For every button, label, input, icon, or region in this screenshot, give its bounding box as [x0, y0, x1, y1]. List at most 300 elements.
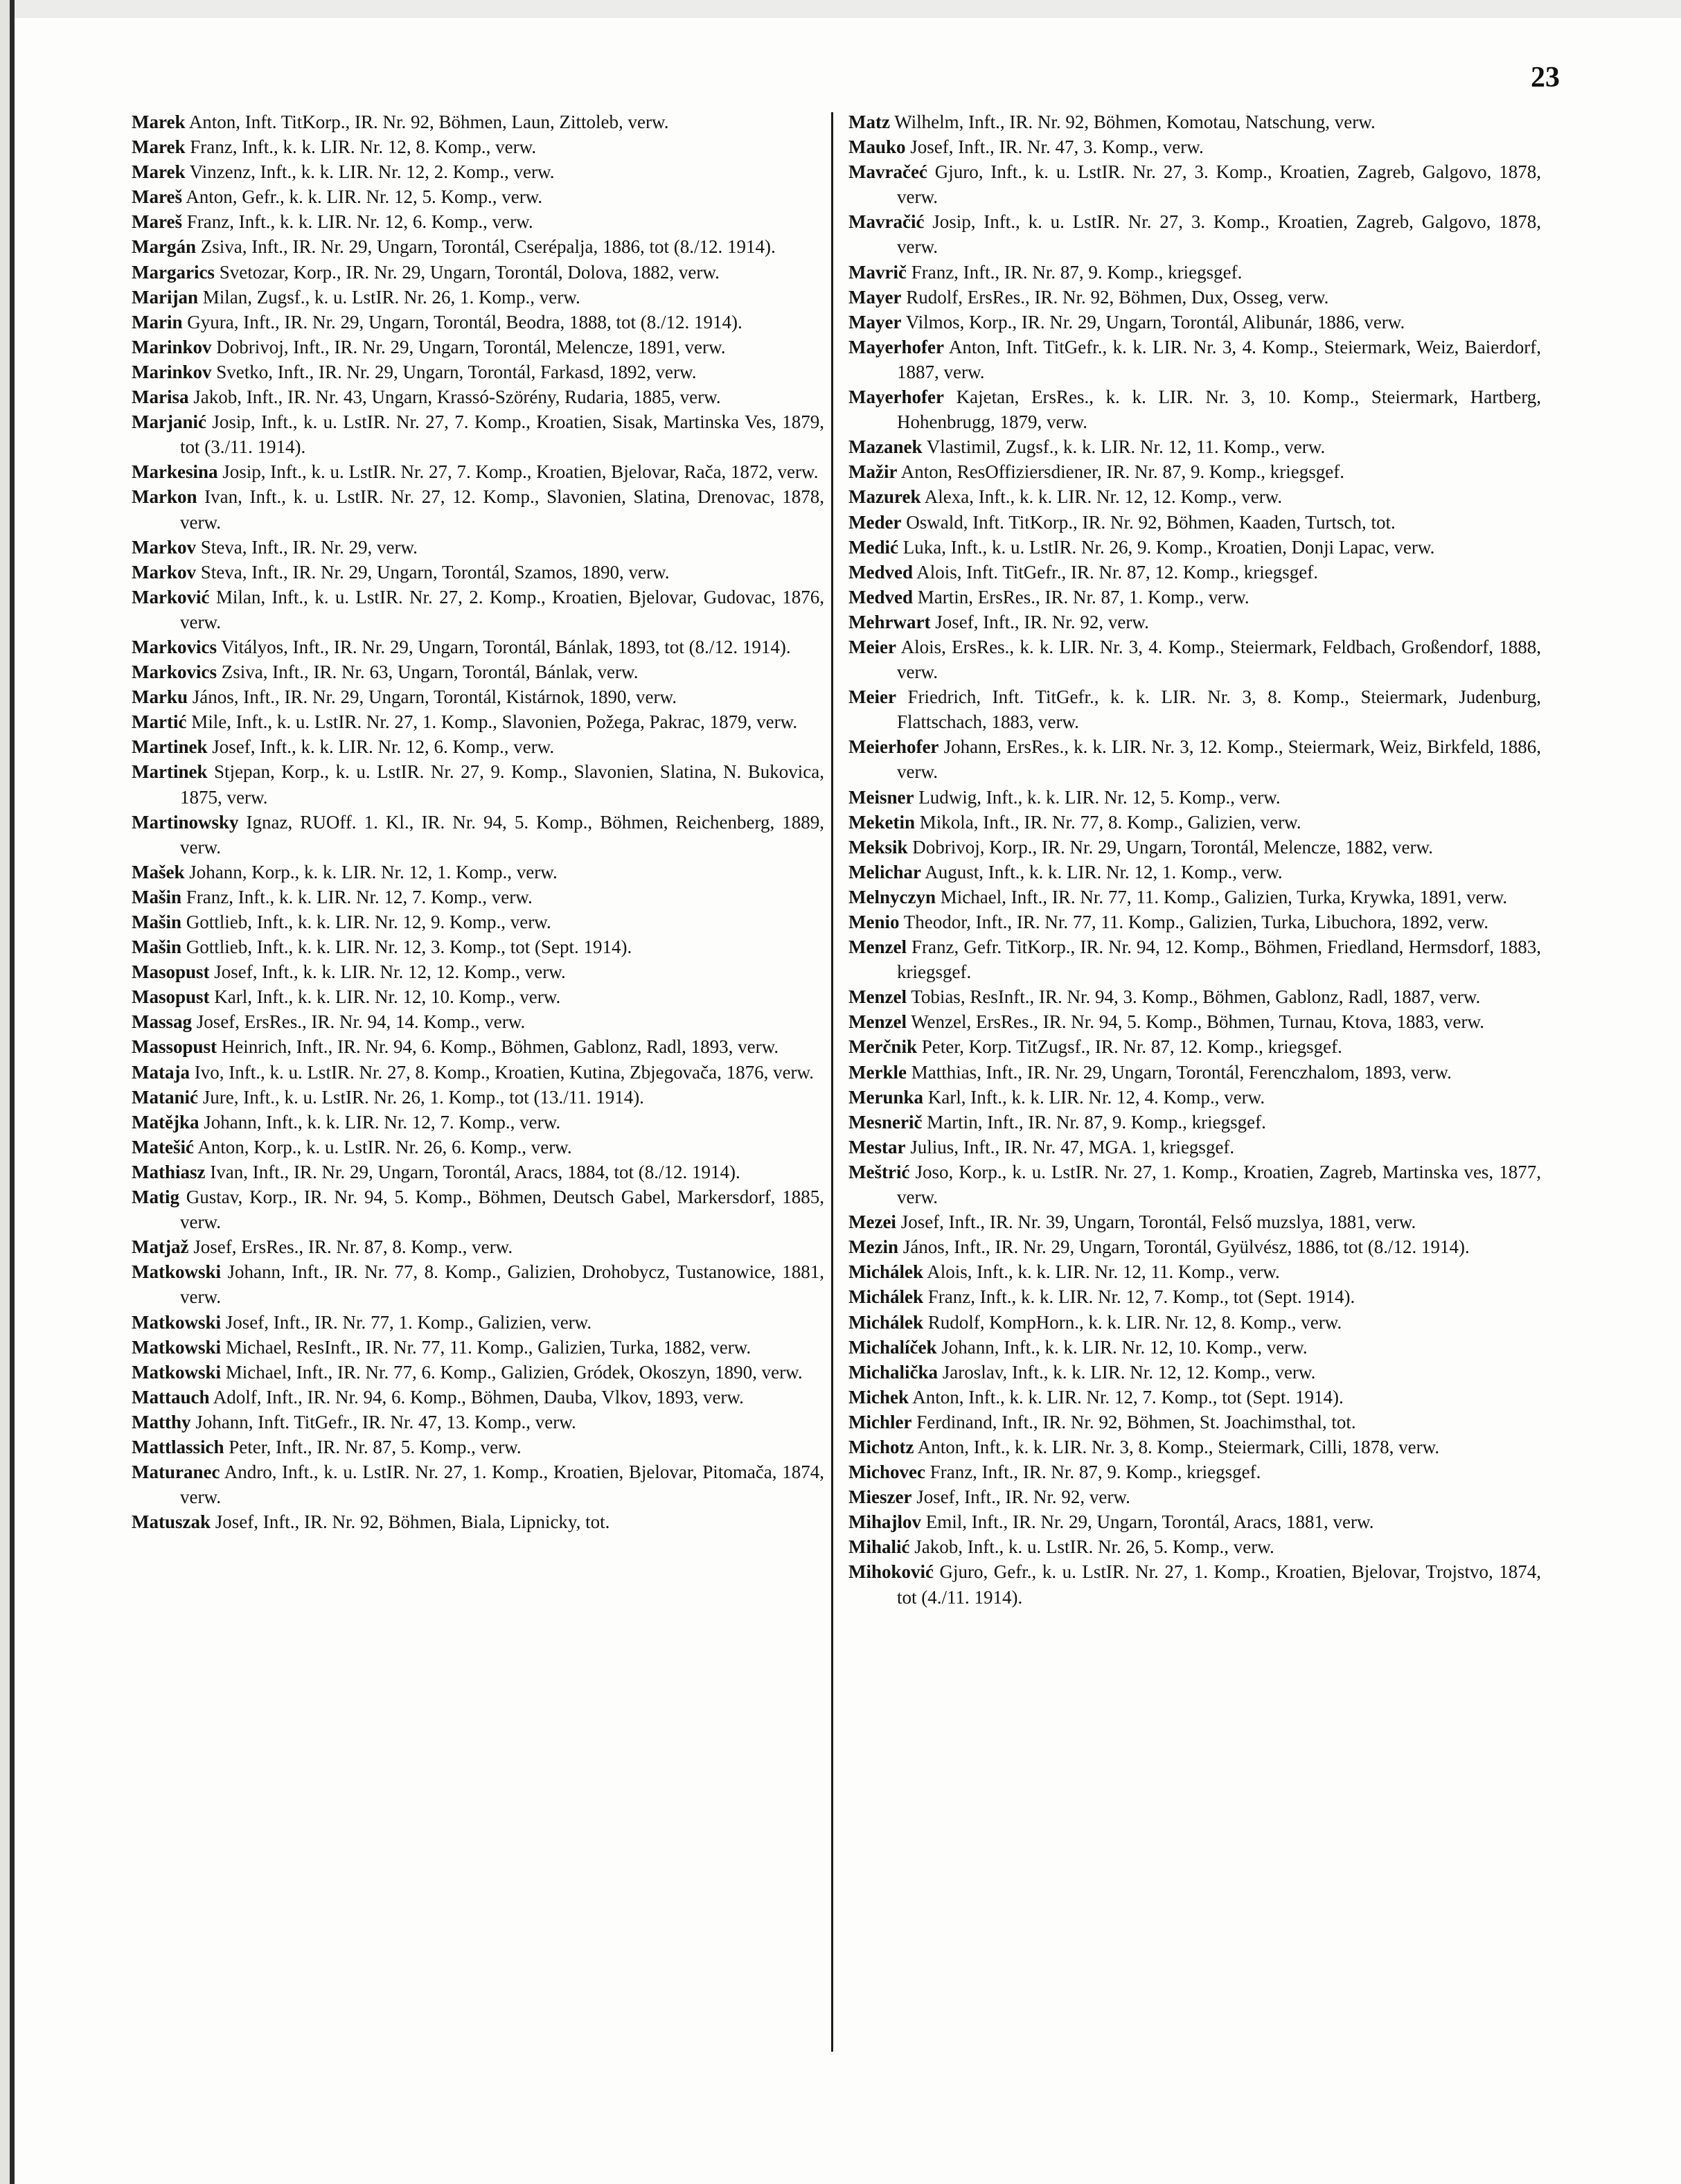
page-number: 23 — [1531, 62, 1560, 94]
entry-details: Anton, Inft. TitGefr., k. k. LIR. Nr. 3, 4. Komp., Steiermark, Weiz, Baierdorf, 1887, verw. — [897, 336, 1541, 382]
entry-surname: Mavrič — [848, 261, 907, 283]
entry-surname: Meštrić — [848, 1161, 910, 1182]
list-item — [132, 934, 824, 959]
entry-surname: Michler — [848, 1411, 912, 1432]
entry-details: Milan, Zugsf., k. u. LstIR. Nr. 26, 1. Komp., verw. — [197, 286, 580, 308]
entry-surname: Matějka — [132, 1111, 199, 1133]
entry-surname: Mažir — [848, 461, 898, 483]
entry-surname: Mehrwart — [848, 611, 931, 632]
list-item — [848, 1335, 1541, 1360]
list-item — [132, 759, 824, 809]
entry-surname: Masopust — [132, 986, 210, 1008]
entry-surname: Mazanek — [848, 436, 923, 458]
entry-details: Heinrich, Inft., IR. Nr. 94, 6. Komp., Böhmen, Gablonz, Radl, 1893, verw. — [217, 1036, 779, 1058]
entry-details: Michael, Inft., IR. Nr. 77, 6. Komp., Galizien, Gródek, Okoszyn, 1890, verw. — [221, 1361, 803, 1383]
list-item — [848, 1410, 1541, 1435]
entry-surname: Merunka — [848, 1086, 923, 1108]
entry-surname: Matkowski — [132, 1261, 222, 1283]
entry-surname: Menzel — [848, 936, 907, 958]
list-item — [132, 634, 824, 659]
entry-surname: Matuszak — [132, 1511, 211, 1533]
list-item — [848, 1310, 1541, 1335]
list-item — [132, 335, 824, 359]
scan-binding-bar — [10, 0, 15, 2184]
entry-surname: Michálek — [848, 1311, 923, 1333]
entry-surname: Mihajlov — [848, 1511, 921, 1533]
entry-details: Josef, Inft., IR. Nr. 47, 3. Komp., verw. — [905, 136, 1204, 158]
entry-details: Anton, Korp., k. u. LstIR. Nr. 26, 6. Komp., verw. — [193, 1136, 572, 1157]
list-item — [132, 709, 824, 734]
entry-surname: Marek — [132, 161, 186, 183]
entry-details: Johann, Korp., k. k. LIR. Nr. 12, 1. Komp., verw. — [184, 861, 558, 882]
entry-details: Martin, ErsRes., IR. Nr. 87, 1. Komp., verw. — [912, 586, 1249, 607]
entry-surname: Mihalić — [848, 1536, 910, 1558]
entry-surname: Mieszer — [848, 1486, 912, 1508]
entry-details: Mile, Inft., k. u. LstIR. Nr. 27, 1. Komp., Slavonien, Požega, Pakrac, 1879, verw. — [186, 711, 798, 733]
list-item — [132, 1335, 824, 1360]
list-item — [848, 984, 1541, 1009]
list-item — [848, 560, 1541, 585]
entry-details: Kajetan, ErsRes., k. k. LIR. Nr. 3, 10. Komp., Steiermark, Hartberg, Hohenbrugg, 1879, verw. — [897, 387, 1541, 433]
entry-details: Josef, ErsRes., IR. Nr. 87, 8. Komp., verw. — [188, 1236, 513, 1258]
list-item — [848, 484, 1541, 509]
entry-details: Wilhelm, Inft., IR. Nr. 92, Böhmen, Komotau, Natschung, verw. — [889, 112, 1376, 132]
entry-details: Gustav, Korp., IR. Nr. 94, 5. Komp., Böhmen, Deutsch Gabel, Markersdorf, 1885, verw. — [179, 1187, 824, 1233]
right-column — [848, 109, 1541, 1610]
entry-surname: Melichar — [848, 861, 921, 882]
list-item — [848, 1259, 1541, 1284]
list-item — [132, 1234, 824, 1259]
list-item — [132, 409, 824, 459]
left-column — [132, 109, 824, 1534]
list-item — [132, 1410, 824, 1435]
entry-surname: Margán — [132, 236, 196, 258]
entry-details: Alois, Inft. TitGefr., IR. Nr. 87, 12. Komp., kriegsgef. — [912, 561, 1318, 583]
list-item — [132, 285, 824, 310]
list-item — [848, 1135, 1541, 1160]
list-item — [848, 734, 1541, 784]
entry-details: Jure, Inft., k. u. LstIR. Nr. 26, 1. Komp., tot (13./11. 1914). — [197, 1086, 644, 1108]
list-item — [848, 909, 1541, 934]
entry-surname: Marin — [132, 311, 183, 332]
entry-details: János, Inft., IR. Nr. 29, Ungarn, Torontál, Gyülvész, 1886, tot (8./12. 1914). — [898, 1236, 1470, 1258]
entry-details: Peter, Inft., IR. Nr. 87, 5. Komp., verw. — [224, 1436, 522, 1457]
list-item — [848, 785, 1541, 810]
list-item — [848, 109, 1541, 134]
entry-details: Ivo, Inft., k. u. LstIR. Nr. 27, 8. Komp., Kroatien, Kutina, Zbjegovača, 1876, verw. — [189, 1061, 815, 1083]
entry-surname: Markov — [132, 561, 196, 583]
entry-surname: Mareš — [132, 186, 182, 208]
entry-surname: Mayer — [848, 311, 902, 332]
list-item — [132, 1360, 824, 1385]
list-item — [132, 134, 824, 159]
entry-surname: Mavračeć — [848, 161, 927, 183]
entry-surname: Marjanić — [132, 411, 206, 433]
entry-surname: Marek — [132, 112, 186, 132]
entry-surname: Mareš — [132, 211, 182, 233]
entry-surname: Masopust — [132, 961, 210, 983]
list-item — [848, 810, 1541, 835]
entry-details: Zsiva, Inft., IR. Nr. 29, Ungarn, Torontál, Cserépalja, 1886, tot (8./12. 1914). — [195, 236, 776, 258]
entry-surname: Mavračić — [848, 211, 925, 233]
list-item — [132, 484, 824, 534]
entry-details: Josef, Inft., IR. Nr. 92, Böhmen, Biala, Lipnicky, tot. — [211, 1511, 610, 1533]
list-item — [848, 1484, 1541, 1509]
entry-details: Rudolf, ErsRes., IR. Nr. 92, Böhmen, Dux, Osseg, verw. — [901, 286, 1329, 308]
list-item — [848, 1034, 1541, 1059]
entry-surname: Michotz — [848, 1436, 914, 1457]
list-item — [848, 1284, 1541, 1309]
entry-details: Vlastimil, Zugsf., k. k. LIR. Nr. 12, 11. Komp., verw. — [922, 436, 1326, 458]
entry-details: Zsiva, Inft., IR. Nr. 63, Ungarn, Torontál, Bánlak, verw. — [216, 662, 639, 683]
entry-details: Johann, Inft., k. k. LIR. Nr. 12, 10. Komp., verw. — [936, 1336, 1308, 1358]
entry-details: Anton, ResOffiziersdiener, IR. Nr. 87, 9. Komp., kriegsgef. — [897, 461, 1345, 483]
list-item — [848, 1085, 1541, 1110]
entry-details: Rudolf, KompHorn., k. k. LIR. Nr. 12, 8. Komp., verw. — [923, 1311, 1342, 1333]
entry-surname: Mathiasz — [132, 1161, 206, 1182]
list-item — [848, 1060, 1541, 1085]
entry-details: Ivan, Inft., IR. Nr. 29, Ungarn, Torontál, Aracs, 1884, tot (8./12. 1914). — [205, 1161, 740, 1182]
list-item — [132, 659, 824, 684]
list-item — [132, 1009, 824, 1034]
entry-details: Wenzel, ErsRes., IR. Nr. 94, 5. Komp., Böhmen, Turnau, Ktova, 1883, verw. — [906, 1011, 1484, 1033]
entry-details: Vitályos, Inft., IR. Nr. 29, Ungarn, Torontál, Bánlak, 1893, tot (8./12. 1914). — [216, 636, 791, 657]
entry-details: Steva, Inft., IR. Nr. 29, verw. — [195, 536, 418, 558]
entry-details: Luka, Inft., k. u. LstIR. Nr. 26, 9. Komp., Kroatien, Donji Lapac, verw. — [898, 536, 1435, 558]
entry-details: Josef, Inft., IR. Nr. 77, 1. Komp., Galizien, verw. — [221, 1311, 592, 1333]
list-item — [848, 1234, 1541, 1259]
entry-details: Josip, Inft., k. u. LstIR. Nr. 27, 3. Komp., Kroatien, Zagreb, Galgovo, 1878, verw. — [897, 211, 1541, 258]
list-item — [132, 909, 824, 934]
entry-details: Dobrivoj, Inft., IR. Nr. 29, Ungarn, Torontál, Melencze, 1891, verw. — [211, 336, 726, 357]
entry-surname: Melnyczyn — [848, 886, 936, 907]
list-item — [848, 1534, 1541, 1559]
list-item — [132, 585, 824, 634]
entry-details: Alexa, Inft., k. k. LIR. Nr. 12, 12. Komp., verw. — [920, 486, 1283, 508]
entry-details: Matthias, Inft., IR. Nr. 29, Ungarn, Torontál, Ferenczhalom, 1893, verw. — [906, 1061, 1452, 1083]
entry-surname: Merčnik — [848, 1036, 917, 1058]
list-item — [848, 510, 1541, 535]
list-item — [848, 1160, 1541, 1209]
entry-details: Josef, Inft., IR. Nr. 92, verw. — [930, 611, 1149, 632]
entry-details: Gjuro, Gefr., k. u. LstIR. Nr. 27, 1. Komp., Kroatien, Bjelovar, Trojstvo, 1874, tot (4./11. 1914). — [897, 1561, 1541, 1608]
entry-surname: Merkle — [848, 1061, 907, 1083]
entry-details: Anton, Inft., k. k. LIR. Nr. 3, 8. Komp., Steiermark, Cilli, 1878, verw. — [914, 1436, 1440, 1457]
list-item — [132, 1310, 824, 1335]
list-item — [848, 310, 1541, 335]
list-item — [132, 984, 824, 1009]
list-item — [132, 1184, 824, 1234]
entry-surname: Michovec — [848, 1462, 925, 1483]
list-item — [132, 459, 824, 484]
entry-details: Franz, Inft., IR. Nr. 87, 9. Komp., kriegsgef. — [906, 261, 1243, 283]
entry-surname: Mašek — [132, 861, 185, 882]
list-item — [132, 1160, 824, 1184]
list-item — [132, 234, 824, 259]
entry-surname: Matjaž — [132, 1236, 189, 1258]
list-item — [848, 684, 1541, 734]
list-item — [132, 1135, 824, 1160]
entry-surname: Martinek — [132, 761, 208, 783]
entry-details: Gjuro, Inft., k. u. LstIR. Nr. 27, 3. Komp., Kroatien, Zagreb, Galgovo, 1878, verw. — [897, 161, 1541, 208]
list-item — [848, 1385, 1541, 1410]
entry-surname: Michálek — [848, 1261, 923, 1283]
entry-surname: Matz — [848, 112, 890, 132]
list-item — [132, 810, 824, 860]
entry-surname: Mayer — [848, 286, 902, 308]
column-divider — [831, 112, 833, 2052]
list-item — [132, 1435, 824, 1459]
entry-details: Jaroslav, Inft., k. k. LIR. Nr. 12, 12. Komp., verw. — [938, 1361, 1316, 1383]
entry-details: Andro, Inft., k. u. LstIR. Nr. 27, 1. Komp., Kroatien, Bjelovar, Pitomača, 1874, verw. — [180, 1462, 824, 1508]
entry-details: Josef, Inft., k. k. LIR. Nr. 12, 6. Komp., verw. — [207, 736, 555, 758]
list-item — [848, 335, 1541, 384]
entry-surname: Michek — [848, 1386, 909, 1408]
entry-details: Josef, ErsRes., IR. Nr. 94, 14. Komp., verw. — [192, 1011, 526, 1033]
list-item — [132, 159, 824, 184]
entry-details: Franz, Gefr. TitKorp., IR. Nr. 94, 12. Komp., Böhmen, Friedland, Hermsdorf, 1883, kriegsgef. — [897, 936, 1541, 983]
entry-surname: Matig — [132, 1187, 179, 1208]
entry-surname: Mašin — [132, 936, 182, 958]
list-item — [132, 885, 824, 909]
entry-details: János, Inft., IR. Nr. 29, Ungarn, Torontál, Kistárnok, 1890, verw. — [188, 686, 677, 708]
entry-surname: Meier — [848, 686, 896, 708]
entry-details: Svetozar, Korp., IR. Nr. 29, Ungarn, Torontál, Dolova, 1882, verw. — [214, 261, 720, 283]
entry-details: Mikola, Inft., IR. Nr. 77, 8. Komp., Galizien, verw. — [914, 811, 1301, 833]
entry-details: Josef, Inft., IR. Nr. 92, verw. — [911, 1486, 1130, 1508]
entry-details: Franz, Inft., k. k. LIR. Nr. 12, 7. Komp., verw. — [181, 886, 533, 907]
entry-details: Anton, Gefr., k. k. LIR. Nr. 12, 5. Komp., verw. — [181, 186, 543, 208]
list-item — [132, 260, 824, 285]
entry-details: Emil, Inft., IR. Nr. 29, Ungarn, Torontál, Aracs, 1881, verw. — [921, 1511, 1374, 1533]
entry-surname: Menio — [848, 912, 900, 932]
entry-details: Franz, Inft., k. k. LIR. Nr. 12, 7. Komp., tot (Sept. 1914). — [923, 1286, 1355, 1308]
entry-surname: Matthy — [132, 1411, 191, 1432]
entry-surname: Massag — [132, 1011, 192, 1033]
entry-details: Karl, Inft., k. k. LIR. Nr. 12, 10. Komp., verw. — [209, 986, 561, 1008]
list-item — [848, 1459, 1541, 1484]
entry-surname: Mestar — [848, 1136, 906, 1157]
entry-surname: Marković — [132, 586, 210, 607]
entry-surname: Meder — [848, 511, 902, 533]
list-item — [848, 1509, 1541, 1534]
entry-details: Julius, Inft., IR. Nr. 47, MGA. 1, kriegsgef. — [905, 1136, 1235, 1157]
list-item — [848, 634, 1541, 684]
entry-surname: Mašin — [132, 886, 182, 907]
entry-surname: Mezin — [848, 1236, 898, 1258]
list-item — [132, 1110, 824, 1135]
entry-surname: Markesina — [132, 461, 218, 483]
entry-surname: Mazurek — [848, 486, 921, 508]
entry-surname: Mataja — [132, 1061, 190, 1083]
entry-surname: Menzel — [848, 1011, 907, 1033]
entry-details: Joso, Korp., k. u. LstIR. Nr. 27, 1. Komp., Kroatien, Zagreb, Martinska ves, 1877, verw. — [897, 1161, 1541, 1208]
entry-surname: Meierhofer — [848, 736, 939, 758]
list-item — [848, 285, 1541, 310]
entry-surname: Marku — [132, 686, 188, 708]
list-item — [132, 1459, 824, 1509]
list-item — [848, 134, 1541, 159]
entry-surname: Markon — [132, 486, 197, 508]
list-item — [132, 1060, 824, 1085]
entry-details: Dobrivoj, Korp., IR. Nr. 29, Ungarn, Torontál, Melencze, 1882, verw. — [907, 836, 1433, 858]
entry-surname: Martinek — [132, 736, 208, 758]
entry-surname: Martinowsky — [132, 811, 239, 833]
entry-details: Alois, Inft., k. k. LIR. Nr. 12, 11. Komp., verw. — [923, 1261, 1280, 1283]
list-item — [132, 209, 824, 234]
entry-surname: Mattauch — [132, 1386, 210, 1408]
entry-details: Johann, Inft. TitGefr., IR. Nr. 47, 13. Komp., verw. — [190, 1411, 576, 1432]
entry-details: Ignaz, RUOff. 1. Kl., IR. Nr. 94, 5. Komp., Böhmen, Reichenberg, 1889, verw. — [180, 811, 824, 858]
list-item — [132, 560, 824, 585]
entry-surname: Marijan — [132, 286, 198, 308]
list-item — [132, 1034, 824, 1059]
list-item — [848, 384, 1541, 434]
list-item — [848, 610, 1541, 634]
entry-details: Friedrich, Inft. TitGefr., k. k. LIR. Nr. 3, 8. Komp., Steiermark, Judenburg, Flattschach, 1883, verw. — [896, 686, 1541, 733]
list-item — [848, 260, 1541, 285]
entry-details: Theodor, Inft., IR. Nr. 77, 11. Komp., Galizien, Turka, Libuchora, 1892, verw. — [899, 912, 1489, 932]
list-item — [848, 1435, 1541, 1459]
entry-surname: Markovics — [132, 636, 217, 657]
list-item — [848, 434, 1541, 459]
entry-details: Alois, ErsRes., k. k. LIR. Nr. 3, 4. Komp., Steiermark, Feldbach, Großendorf, 1888, verw. — [896, 636, 1541, 683]
entry-details: Ivan, Inft., k. u. LstIR. Nr. 27, 12. Komp., Slavonien, Slatina, Drenovac, 1878, verw. — [180, 486, 824, 533]
list-item — [132, 959, 824, 984]
entry-surname: Medić — [848, 536, 898, 558]
entry-surname: Marisa — [132, 387, 189, 408]
entry-surname: Marinkov — [132, 361, 212, 382]
list-item — [132, 109, 824, 134]
entry-surname: Matkowski — [132, 1361, 222, 1383]
entry-surname: Markovics — [132, 662, 217, 683]
entry-surname: Matešić — [132, 1136, 194, 1157]
entry-details: Ludwig, Inft., k. k. LIR. Nr. 12, 5. Komp., verw. — [914, 786, 1281, 808]
entry-surname: Massopust — [132, 1036, 217, 1058]
list-item — [848, 459, 1541, 484]
list-item — [132, 535, 824, 560]
list-item — [132, 860, 824, 885]
list-item — [848, 860, 1541, 885]
entry-details: Michael, ResInft., IR. Nr. 77, 11. Komp., Galizien, Turka, 1882, verw. — [221, 1336, 751, 1358]
entry-details: Karl, Inft., k. k. LIR. Nr. 12, 4. Komp., verw. — [923, 1086, 1265, 1108]
entry-details: Stjepan, Korp., k. u. LstIR. Nr. 27, 9. Komp., Slavonien, Slatina, N. Bukovica, 1875, verw. — [180, 761, 824, 808]
entry-details: Gyura, Inft., IR. Nr. 29, Ungarn, Torontál, Beodra, 1888, tot (8./12. 1914). — [182, 311, 742, 332]
list-item — [848, 585, 1541, 610]
scan-top-edge — [0, 0, 1681, 18]
entry-surname: Meisner — [848, 786, 914, 808]
entry-details: Steva, Inft., IR. Nr. 29, Ungarn, Torontál, Szamos, 1890, verw. — [195, 561, 670, 583]
entry-details: Anton, Inft., k. k. LIR. Nr. 12, 7. Komp., tot (Sept. 1914). — [909, 1386, 1344, 1408]
list-item — [848, 209, 1541, 259]
list-item — [848, 934, 1541, 984]
list-item — [132, 1259, 824, 1309]
entry-surname: Menzel — [848, 986, 907, 1008]
entry-details: Ferdinand, Inft., IR. Nr. 92, Böhmen, St. Joachimsthal, tot. — [911, 1411, 1356, 1432]
entry-surname: Mauko — [848, 136, 906, 158]
entry-details: Josip, Inft., k. u. LstIR. Nr. 27, 7. Komp., Kroatien, Bjelovar, Rača, 1872, verw. — [217, 461, 819, 483]
list-item — [132, 384, 824, 409]
entry-surname: Medved — [848, 586, 913, 607]
entry-surname: Michalička — [848, 1361, 938, 1383]
entry-details: Michael, Inft., IR. Nr. 77, 11. Komp., Galizien, Turka, Krywka, 1891, verw. — [935, 886, 1508, 907]
entry-surname: Matkowski — [132, 1311, 222, 1333]
entry-details: Jakob, Inft., k. u. LstIR. Nr. 26, 5. Komp., verw. — [909, 1536, 1274, 1558]
list-item — [132, 1509, 824, 1534]
entry-details: Jakob, Inft., IR. Nr. 43, Ungarn, Krassó-Szörény, Rudaria, 1885, verw. — [188, 387, 721, 408]
entry-details: Peter, Korp. TitZugsf., IR. Nr. 87, 12. Komp., kriegsgef. — [916, 1036, 1342, 1058]
entry-details: Franz, Inft., k. k. LIR. Nr. 12, 6. Komp., verw. — [181, 211, 533, 233]
list-item — [132, 359, 824, 384]
entry-details: Johann, Inft., IR. Nr. 77, 8. Komp., Galizien, Drohobycz, Tustanowice, 1881, verw. — [180, 1261, 824, 1308]
entry-surname: Matanić — [132, 1086, 198, 1108]
list-item — [848, 535, 1541, 560]
list-item — [132, 1085, 824, 1110]
entry-details: Adolf, Inft., IR. Nr. 94, 6. Komp., Böhmen, Dauba, Vlkov, 1893, verw. — [209, 1386, 744, 1408]
entry-surname: Marinkov — [132, 336, 212, 357]
entry-surname: Marek — [132, 136, 186, 158]
entry-details: Josef, Inft., IR. Nr. 39, Ungarn, Torontál, Felső muzslya, 1881, verw. — [896, 1211, 1416, 1233]
entry-details: Vilmos, Korp., IR. Nr. 29, Ungarn, Torontál, Alibunár, 1886, verw. — [901, 311, 1405, 332]
list-item — [132, 1385, 824, 1410]
entry-surname: Martić — [132, 711, 187, 733]
entry-details: Martin, Inft., IR. Nr. 87, 9. Komp., kriegsgef. — [922, 1111, 1266, 1133]
list-item — [848, 885, 1541, 909]
list-item — [848, 159, 1541, 209]
entry-details: Svetko, Inft., IR. Nr. 29, Ungarn, Torontál, Farkasd, 1892, verw. — [211, 361, 697, 382]
list-item — [848, 1009, 1541, 1034]
entry-details: Josef, Inft., k. k. LIR. Nr. 12, 12. Komp., verw. — [209, 961, 566, 983]
list-item — [848, 1110, 1541, 1135]
entry-surname: Mašin — [132, 912, 182, 932]
list-item — [848, 1209, 1541, 1234]
entry-details: Anton, Inft. TitKorp., IR. Nr. 92, Böhmen, Laun, Zittoleb, verw. — [185, 112, 669, 132]
entry-details: Tobias, ResInft., IR. Nr. 94, 3. Komp., Böhmen, Gablonz, Radl, 1887, verw. — [906, 986, 1481, 1008]
entry-details: Johann, ErsRes., k. k. LIR. Nr. 3, 12. Komp., Steiermark, Weiz, Birkfeld, 1886, verw. — [897, 736, 1541, 783]
entry-details: Gottlieb, Inft., k. k. LIR. Nr. 12, 3. Komp., tot (Sept. 1914). — [181, 936, 632, 958]
entry-details: Franz, Inft., k. k. LIR. Nr. 12, 8. Komp., verw. — [185, 136, 537, 158]
entry-surname: Meketin — [848, 811, 915, 833]
entry-surname: Mayerhofer — [848, 387, 944, 408]
list-item — [132, 684, 824, 709]
list-item — [848, 835, 1541, 860]
entry-details: Milan, Inft., k. u. LstIR. Nr. 27, 2. Komp., Kroatien, Bjelovar, Gudovac, 1876, verw. — [180, 586, 824, 632]
entry-details: Johann, Inft., k. k. LIR. Nr. 12, 7. Komp., verw. — [199, 1111, 561, 1133]
list-item — [132, 184, 824, 209]
entry-details: Franz, Inft., IR. Nr. 87, 9. Komp., kriegsgef. — [925, 1462, 1261, 1483]
entry-surname: Margarics — [132, 261, 215, 283]
entry-details: Josip, Inft., k. u. LstIR. Nr. 27, 7. Komp., Kroatien, Sisak, Martinska Ves, 1879, tot (3./11. 1914). — [180, 411, 824, 458]
entry-surname: Markov — [132, 536, 196, 558]
entry-surname: Mayerhofer — [848, 336, 944, 357]
entry-details: Gottlieb, Inft., k. k. LIR. Nr. 12, 9. Komp., verw. — [181, 912, 551, 932]
list-item — [132, 310, 824, 335]
entry-surname: Mezei — [848, 1211, 896, 1233]
entry-surname: Medved — [848, 561, 913, 583]
list-item — [848, 1559, 1541, 1609]
entry-details: August, Inft., k. k. LIR. Nr. 12, 1. Komp., verw. — [920, 861, 1283, 882]
entry-surname: Mihoković — [848, 1561, 934, 1583]
entry-surname: Michalíček — [848, 1336, 937, 1358]
entry-details: Oswald, Inft. TitKorp., IR. Nr. 92, Böhmen, Kaaden, Turtsch, tot. — [901, 511, 1396, 533]
list-item — [848, 1360, 1541, 1385]
list-item — [132, 734, 824, 759]
entry-surname: Matkowski — [132, 1336, 222, 1358]
entry-details: Vinzenz, Inft., k. k. LIR. Nr. 12, 2. Komp., verw. — [185, 161, 555, 183]
entry-surname: Meier — [848, 636, 896, 657]
entry-surname: Maturanec — [132, 1462, 220, 1483]
entry-surname: Meksik — [848, 836, 908, 858]
